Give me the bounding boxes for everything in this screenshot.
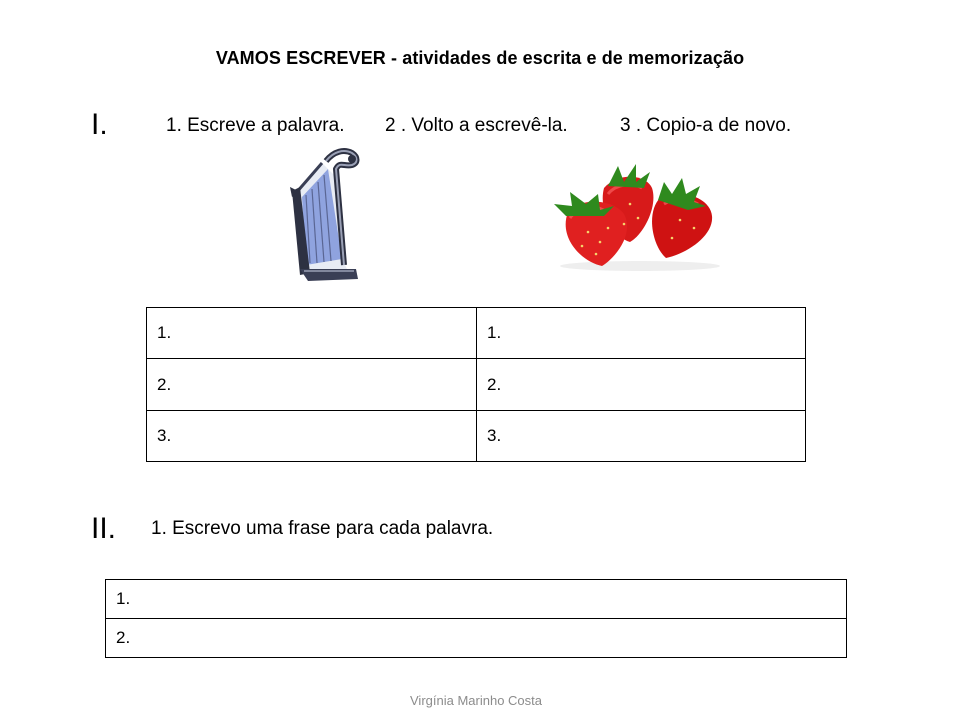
sentence-table bbox=[105, 579, 847, 658]
writing-table bbox=[146, 307, 806, 462]
step-1-label: 1. Escreve a palavra. bbox=[166, 115, 345, 136]
table-row bbox=[147, 308, 806, 359]
section-2-numeral: II. bbox=[91, 512, 117, 545]
table-cell[interactable]: 3. bbox=[477, 411, 806, 462]
table-cell[interactable]: 1. bbox=[477, 308, 806, 359]
table-cell[interactable]: 3. bbox=[147, 411, 477, 462]
step-2-label: 2 . Volto a escrevê-la. bbox=[385, 115, 568, 136]
table-row bbox=[106, 619, 847, 658]
section-1-numeral: I. bbox=[91, 108, 108, 141]
table-cell[interactable]: 1. bbox=[106, 580, 847, 619]
table-cell[interactable]: 2. bbox=[147, 359, 477, 411]
strawberries-image bbox=[548, 158, 724, 272]
step-3-label: 3 . Copio-a de novo. bbox=[620, 115, 792, 136]
table-row bbox=[147, 359, 806, 411]
table-cell[interactable]: 2. bbox=[106, 619, 847, 658]
harp-image bbox=[282, 147, 368, 283]
section-2-instruction: 1. Escrevo uma frase para cada palavra. bbox=[151, 518, 494, 539]
table-row bbox=[106, 580, 847, 619]
author-footer: Virgínia Marinho Costa bbox=[410, 693, 542, 708]
table-row bbox=[147, 411, 806, 462]
worksheet-title: VAMOS ESCREVER - atividades de escrita e de memorização bbox=[215, 48, 745, 68]
table-cell[interactable]: 2. bbox=[477, 359, 806, 411]
table-cell[interactable]: 1. bbox=[147, 308, 477, 359]
